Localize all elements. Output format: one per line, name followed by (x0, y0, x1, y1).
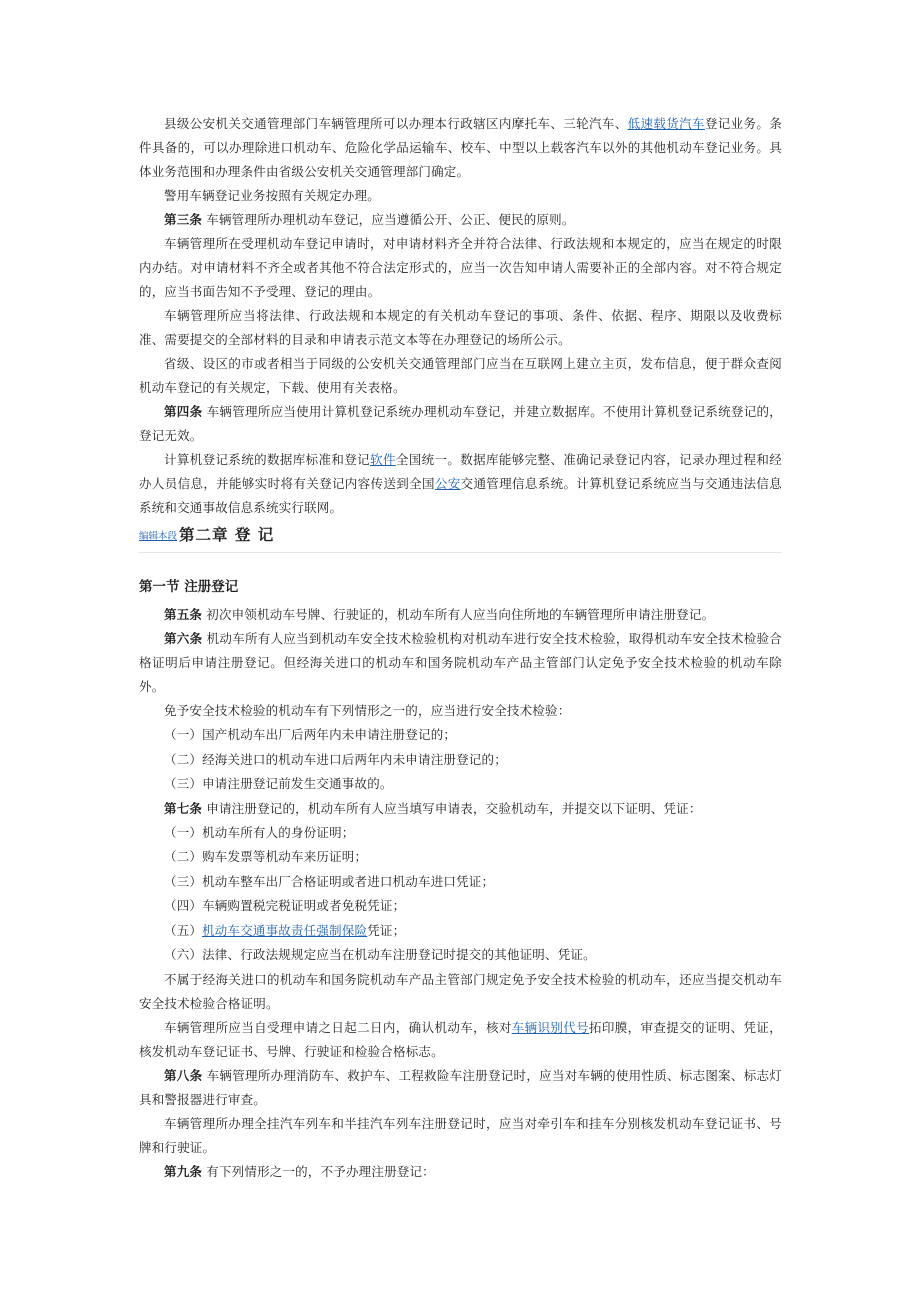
link-vin[interactable]: 车辆识别代号 (511, 1019, 589, 1035)
text: 申请注册登记的，机动车所有人应当填写申请表，交验机动车，并提交以下证明、凭证： (202, 800, 702, 816)
article-label: 第五条 (164, 607, 203, 622)
text: 交通管理信息系统。计算机登记系统应当与交通违法信息系统和交通事故信息系统实行联网。 (139, 476, 782, 515)
list-item: （二）经海关进口的机动车进口后两年内未申请注册登记的； (164, 751, 507, 767)
text: 车辆管理所应当自受理申请之日起二日内，确认机动车，核对 (164, 1019, 512, 1035)
link-compulsory-insurance[interactable]: 机动车交通事故责任强制保险 (202, 922, 368, 938)
text: 车辆管理所应当使用计算机登记系统办理机动车登记，并建立数据库。不使用计算机登记系统登记的，登记无效。 (139, 404, 782, 443)
text: 计算机登记系统的数据库标准和登记 (164, 452, 371, 467)
paragraph-acceptance: 车辆管理所在受理机动车登记申请时，对申请材料齐全并符合法律、行政法规和本规定的，应当在规定的时限内办结。对申请材料不齐全或者其他不符合法定形式的，应当一次告知申请人需要补正的全部内容。对不符合规定的，应当书面告知不予受理、登记的理由。 (139, 236, 782, 299)
list-item: （三）机动车整车出厂合格证明或者进口机动车进口凭证； (164, 873, 495, 889)
article-label: 第八条 (164, 1067, 203, 1083)
list-item: （三）申请注册登记前发生交通事故的。 (164, 776, 393, 791)
link-low-speed-truck[interactable]: 低速载货汽车 (627, 116, 705, 131)
link-public-security[interactable]: 公安 (434, 476, 461, 491)
paragraph-non-exempt: 不属于经海关进口的机动车和国务院机动车产品主管部门规定免予安全技术检验的机动车，还应当提交机动车安全技术检验合格证明。 (139, 971, 782, 1011)
article-5 (139, 603, 782, 627)
paragraph-exempt-inspection: 免予安全技术检验的机动车有下列情形之一的，应当进行安全技术检验： (164, 703, 571, 718)
article-label: 第九条 (164, 1163, 203, 1179)
chapter-title: 第二章 登 记 (179, 525, 275, 544)
text: 登记业务。条件具备的，可以办理除进口机动车、危险化学品运输车、校车、中型以上载客汽车以外的其他机动车登记业务。具体业务范围和办理条件由省级公安机关交通管理部门确定。 (139, 116, 783, 179)
text: 全国统一。数据库能够完整、准确记录登记内容，记录办理过程和经办人员信息，并能够实时将有关登记内容传送到全国 (139, 452, 782, 491)
article-label: 第四条 (164, 404, 203, 419)
article-7 (139, 797, 782, 821)
text: 车辆管理所办理消防车、救护车、工程救险车注册登记时，应当对车辆的使用性质、标志图案、标志灯具和警报器进行审查。 (139, 1067, 782, 1107)
paragraph-confirm-vehicle (139, 1016, 782, 1064)
article-6 (139, 627, 782, 699)
paragraph-police-vehicles: 警用车辆登记业务按照有关规定办理。 (164, 188, 380, 203)
list-item: （四）车辆购置税完税证明或者免税凭证； (164, 898, 406, 913)
article-4 (139, 400, 782, 448)
article-3 (139, 208, 782, 232)
article-8 (139, 1064, 782, 1112)
article-label: 第三条 (164, 212, 203, 227)
text: 凭证； (367, 922, 406, 938)
text: 有下列情形之一的，不予办理注册登记： (202, 1163, 435, 1179)
list-item: （六）法律、行政法规规定应当在机动车注册登记时提交的其他证明、凭证。 (164, 947, 596, 962)
chapter-heading-row (139, 524, 782, 553)
list-item (139, 919, 782, 944)
paragraph-trailer: 车辆管理所办理全挂汽车列车和半挂汽车列车注册登记时，应当对牵引车和挂车分别核发机动车登记证书、号牌和行驶证。 (139, 1115, 782, 1155)
list-item: （一）机动车所有人的身份证明； (164, 824, 355, 840)
section-title: 第一节 注册登记 (139, 579, 239, 595)
paragraph-publicity: 车辆管理所应当将法律、行政法规和本规定的有关机动车登记的事项、条件、依据、程序、期限以及收费标准、需要提交的全部材料的目录和申请表示范文本等在办理登记的场所公示。 (139, 308, 782, 347)
paragraph-homepage: 省级、设区的市或者相当于同级的公安机关交通管理部门应当在互联网上建立主页，发布信息，便于群众查阅机动车登记的有关规定，下载、使用有关表格。 (139, 356, 782, 395)
text: （五） (164, 922, 203, 938)
text: 机动车所有人应当到机动车安全技术检验机构对机动车进行安全技术检验，取得机动车安全技术检验合格证明后申请注册登记。但经海关进口的机动车和国务院机动车产品主管部门认定免予安全技术检验的机动车除外。 (139, 631, 782, 694)
edit-section-link[interactable]: 编辑本段 (139, 531, 178, 542)
paragraph-county-scope (139, 112, 782, 184)
text: 车辆管理所办理机动车登记，应当遵循公开、公正、便民的原则。 (202, 212, 575, 227)
list-item: （二）购车发票等机动车来历证明； (164, 849, 368, 864)
text: 初次申领机动车号牌、行驶证的，机动车所有人应当向住所地的车辆管理所申请注册登记。 (202, 607, 715, 622)
article-9 (139, 1160, 782, 1184)
article-label: 第六条 (164, 631, 203, 646)
article-label: 第七条 (164, 800, 203, 816)
link-software[interactable]: 软件 (370, 452, 396, 467)
text: 县级公安机关交通管理部门车辆管理所可以办理本行政辖区内摩托车、三轮汽车、 (164, 116, 628, 131)
paragraph-database (139, 448, 782, 520)
text: 拓印膜，审查提交的证明、凭证，核发机动车登记证书、号牌、行驶证和检验合格标志。 (139, 1019, 782, 1059)
list-item: （一）国产机动车出厂后两年内未申请注册登记的； (164, 727, 457, 742)
